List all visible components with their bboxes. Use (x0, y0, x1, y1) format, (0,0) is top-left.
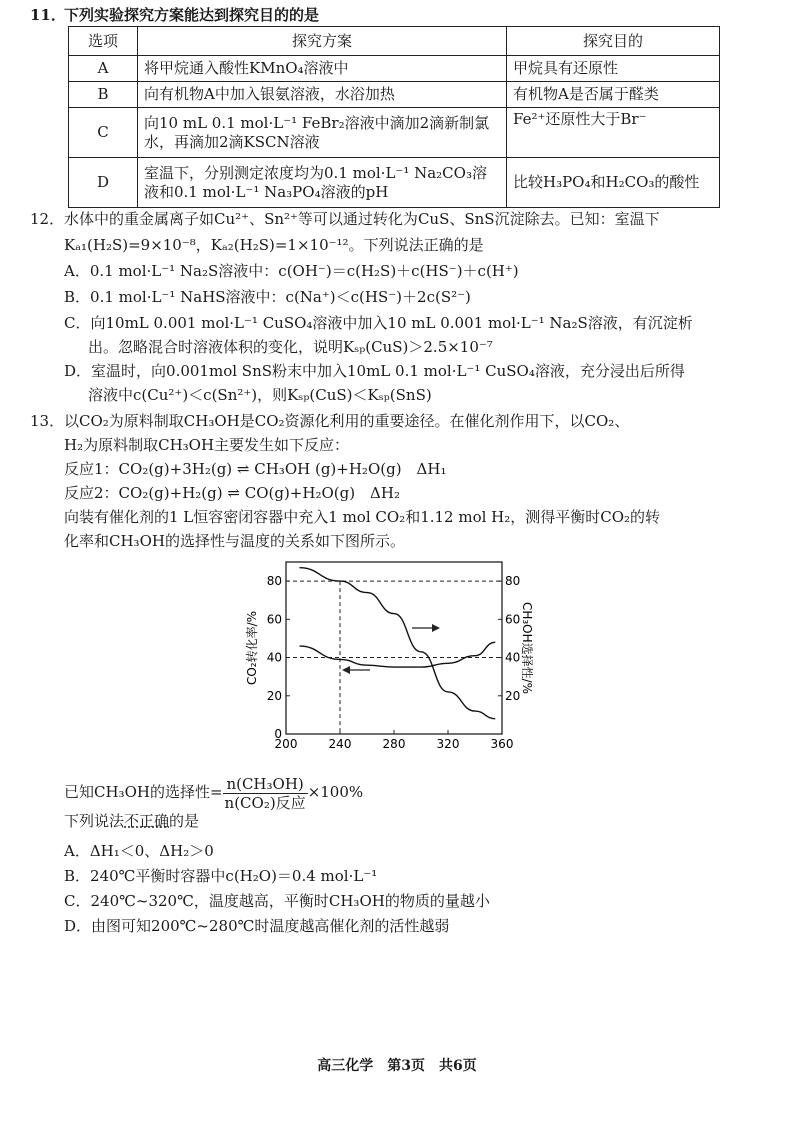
q13-reaction-1: 反应1：CO₂(g)+3H₂(g) ⇌ CH₃OH (g)+H₂O(g) ΔH₁ (64, 460, 447, 478)
ask-suffix: 的是 (169, 812, 200, 830)
q13-stem-line2: H₂为原料制取CH₃OH主要发生如下反应： (64, 436, 350, 454)
series-line-ch3oh-selectivity (300, 568, 496, 719)
q13-stem-line1 (30, 412, 629, 431)
q13-option-c: C．240℃~320℃，温度越高，平衡时CH₃OH的物质的量越小 (64, 892, 490, 910)
q12-option-c-line2: 出。忽略混合时溶液体积的变化，说明Kₛₚ(CuS)＞2.5×10⁻⁷ (88, 338, 493, 356)
q11-table (68, 26, 720, 208)
x-tick-labels (275, 730, 514, 751)
y-tick-label: 20 (266, 688, 282, 703)
y2-tick-label: 60 (505, 612, 521, 627)
table-header-row (69, 27, 720, 56)
fraction-denominator: n(CO₂)反应 (224, 793, 306, 812)
q13-reaction-2: 反应2：CO₂(g)+H₂(g) ⇌ CO(g)+H₂O(g) ΔH₂ (64, 484, 400, 502)
y2-tick-labels (498, 574, 520, 703)
q11-number: 11． (30, 6, 66, 24)
y2-axis-label: CH₃OH选择性/% (520, 601, 534, 695)
chart-svg (240, 558, 534, 758)
row-option: D (69, 158, 138, 208)
page-footer: 高三化学 第3页 共6页 (317, 1058, 477, 1074)
row-goal: 比较H₃PO₄和H₂CO₃的酸性 (507, 158, 720, 208)
y-tick-label: 60 (266, 612, 282, 627)
series-lines (300, 568, 496, 719)
q12-number: 12． (30, 210, 65, 228)
q13-stem-line4: 化率和CH₃OH的选择性与温度的关系如下图所示。 (64, 532, 405, 550)
table-header-goal: 探究目的 (507, 27, 720, 56)
q13-stem-line3: 向装有催化剂的1 L恒容密闭容器中充入1 mol CO₂和1.12 mol H₂，测得平衡时CO₂的转 (64, 508, 661, 526)
x-tick-label: 240 (328, 737, 352, 751)
arrow-left-icon (342, 666, 370, 674)
selectivity-suffix: ×100% (307, 783, 364, 801)
x-tick-label: 280 (382, 737, 406, 751)
y-axis-label: CO₂转化率/% (245, 610, 259, 686)
guide-lines (286, 581, 502, 734)
y2-tick-label: 40 (505, 650, 521, 665)
q13-selectivity-def (64, 770, 363, 814)
table-row (69, 56, 720, 82)
table-header-plan: 探究方案 (138, 27, 507, 56)
q13-option-d: D．由图可知200℃~280℃时温度越高催化剂的活性越弱 (64, 917, 450, 935)
row-goal: Fe²⁺还原性大于Br⁻ (507, 108, 720, 158)
q13-stem-text1: 以CO₂为原料制取CH₃OH是CO₂资源化利用的重要途径。在催化剂作用下，以CO₂、 (64, 412, 630, 430)
row-plan: 室温下，分别测定浓度均为0.1 mol·L⁻¹ Na₂CO₃溶液和0.1 mol·L⁻¹ Na₃PO₄溶液的pH (138, 158, 507, 208)
y-tick-label: 80 (266, 574, 282, 589)
row-option: A (69, 56, 138, 82)
row-option: B (69, 82, 138, 108)
q12-option-a: A．0.1 mol·L⁻¹ Na₂S溶液中：c(OH⁻)＝c(H₂S)＋c(HS⁻)＋c(H⁺) (64, 262, 519, 280)
q12-stem-line1 (30, 210, 660, 229)
q12-stem-text1: 水体中的重金属离子如Cu²⁺、Sn²⁺等可以通过转化为CuS、SnS沉淀除去。已知：室温下 (64, 210, 660, 228)
table-row (69, 82, 720, 108)
x-tick-label: 320 (436, 737, 460, 751)
q12-option-c-line1: C．向10mL 0.001 mol·L⁻¹ CuSO₄溶液中加入10 mL 0.001 mol·L⁻¹ Na₂S溶液，有沉淀析 (64, 314, 693, 332)
q13-question (64, 812, 199, 831)
series-line-co2-conversion (300, 642, 496, 667)
table-header-option: 选项 (69, 27, 138, 56)
co2-conversion-chart (240, 558, 534, 758)
plot-frame (286, 562, 502, 734)
q13-number: 13． (30, 412, 65, 430)
row-goal: 甲烷具有还原性 (507, 56, 720, 82)
table-row (69, 108, 720, 158)
row-plan: 向有机物A中加入银氨溶液，水浴加热 (138, 82, 507, 108)
row-plan: 将甲烷通入酸性KMnO₄溶液中 (138, 56, 507, 82)
q13-option-a: A．ΔH₁＜0、ΔH₂＞0 (64, 842, 214, 860)
x-tick-label: 360 (490, 737, 514, 751)
row-plan: 向10 mL 0.1 mol·L⁻¹ FeBr₂溶液中滴加2滴新制氯水，再滴加2滴KSCN溶液 (138, 108, 507, 158)
q11-stem-text: 下列实验探究方案能达到探究目的的是 (64, 6, 320, 24)
y2-tick-label: 20 (505, 688, 521, 703)
x-tick-label: 200 (274, 737, 298, 751)
row-option: C (69, 108, 138, 158)
q12-option-b: B．0.1 mol·L⁻¹ NaHS溶液中：c(Na⁺)＜c(HS⁻)＋2c(S²⁻) (64, 288, 471, 306)
selectivity-fraction (223, 775, 308, 812)
q11-stem (30, 6, 770, 25)
q12-option-d-line1: D．室温时，向0.001mol SnS粉末中加入10mL 0.1 mol·L⁻¹ CuSO₄溶液，充分浸出后所得 (64, 362, 685, 380)
y-tick-label: 40 (266, 650, 282, 665)
ask-prefix: 下列说法 (64, 812, 125, 830)
fraction-numerator: n(CH₃OH) (223, 775, 308, 794)
q13-option-b: B．240℃平衡时容器中c(H₂O)＝0.4 mol·L⁻¹ (64, 867, 378, 885)
ask-emphasis: 不正确 (124, 812, 170, 830)
q12-option-d-line2: 溶液中c(Cu²⁺)＜c(Sn²⁺)，则Kₛₚ(CuS)＜Kₛₚ(SnS) (88, 386, 432, 404)
arrow-right-icon (412, 624, 440, 632)
table-row (69, 158, 720, 208)
selectivity-prefix: 已知CH₃OH的选择性= (64, 783, 223, 801)
q12-stem-line2: Kₐ₁(H₂S)=9×10⁻⁸，Kₐ₂(H₂S)=1×10⁻¹²。下列说法正确的是 (64, 236, 484, 254)
y2-tick-label: 80 (505, 574, 521, 589)
y-tick-label: 0 (274, 727, 282, 741)
row-goal: 有机物A是否属于醛类 (507, 82, 720, 108)
